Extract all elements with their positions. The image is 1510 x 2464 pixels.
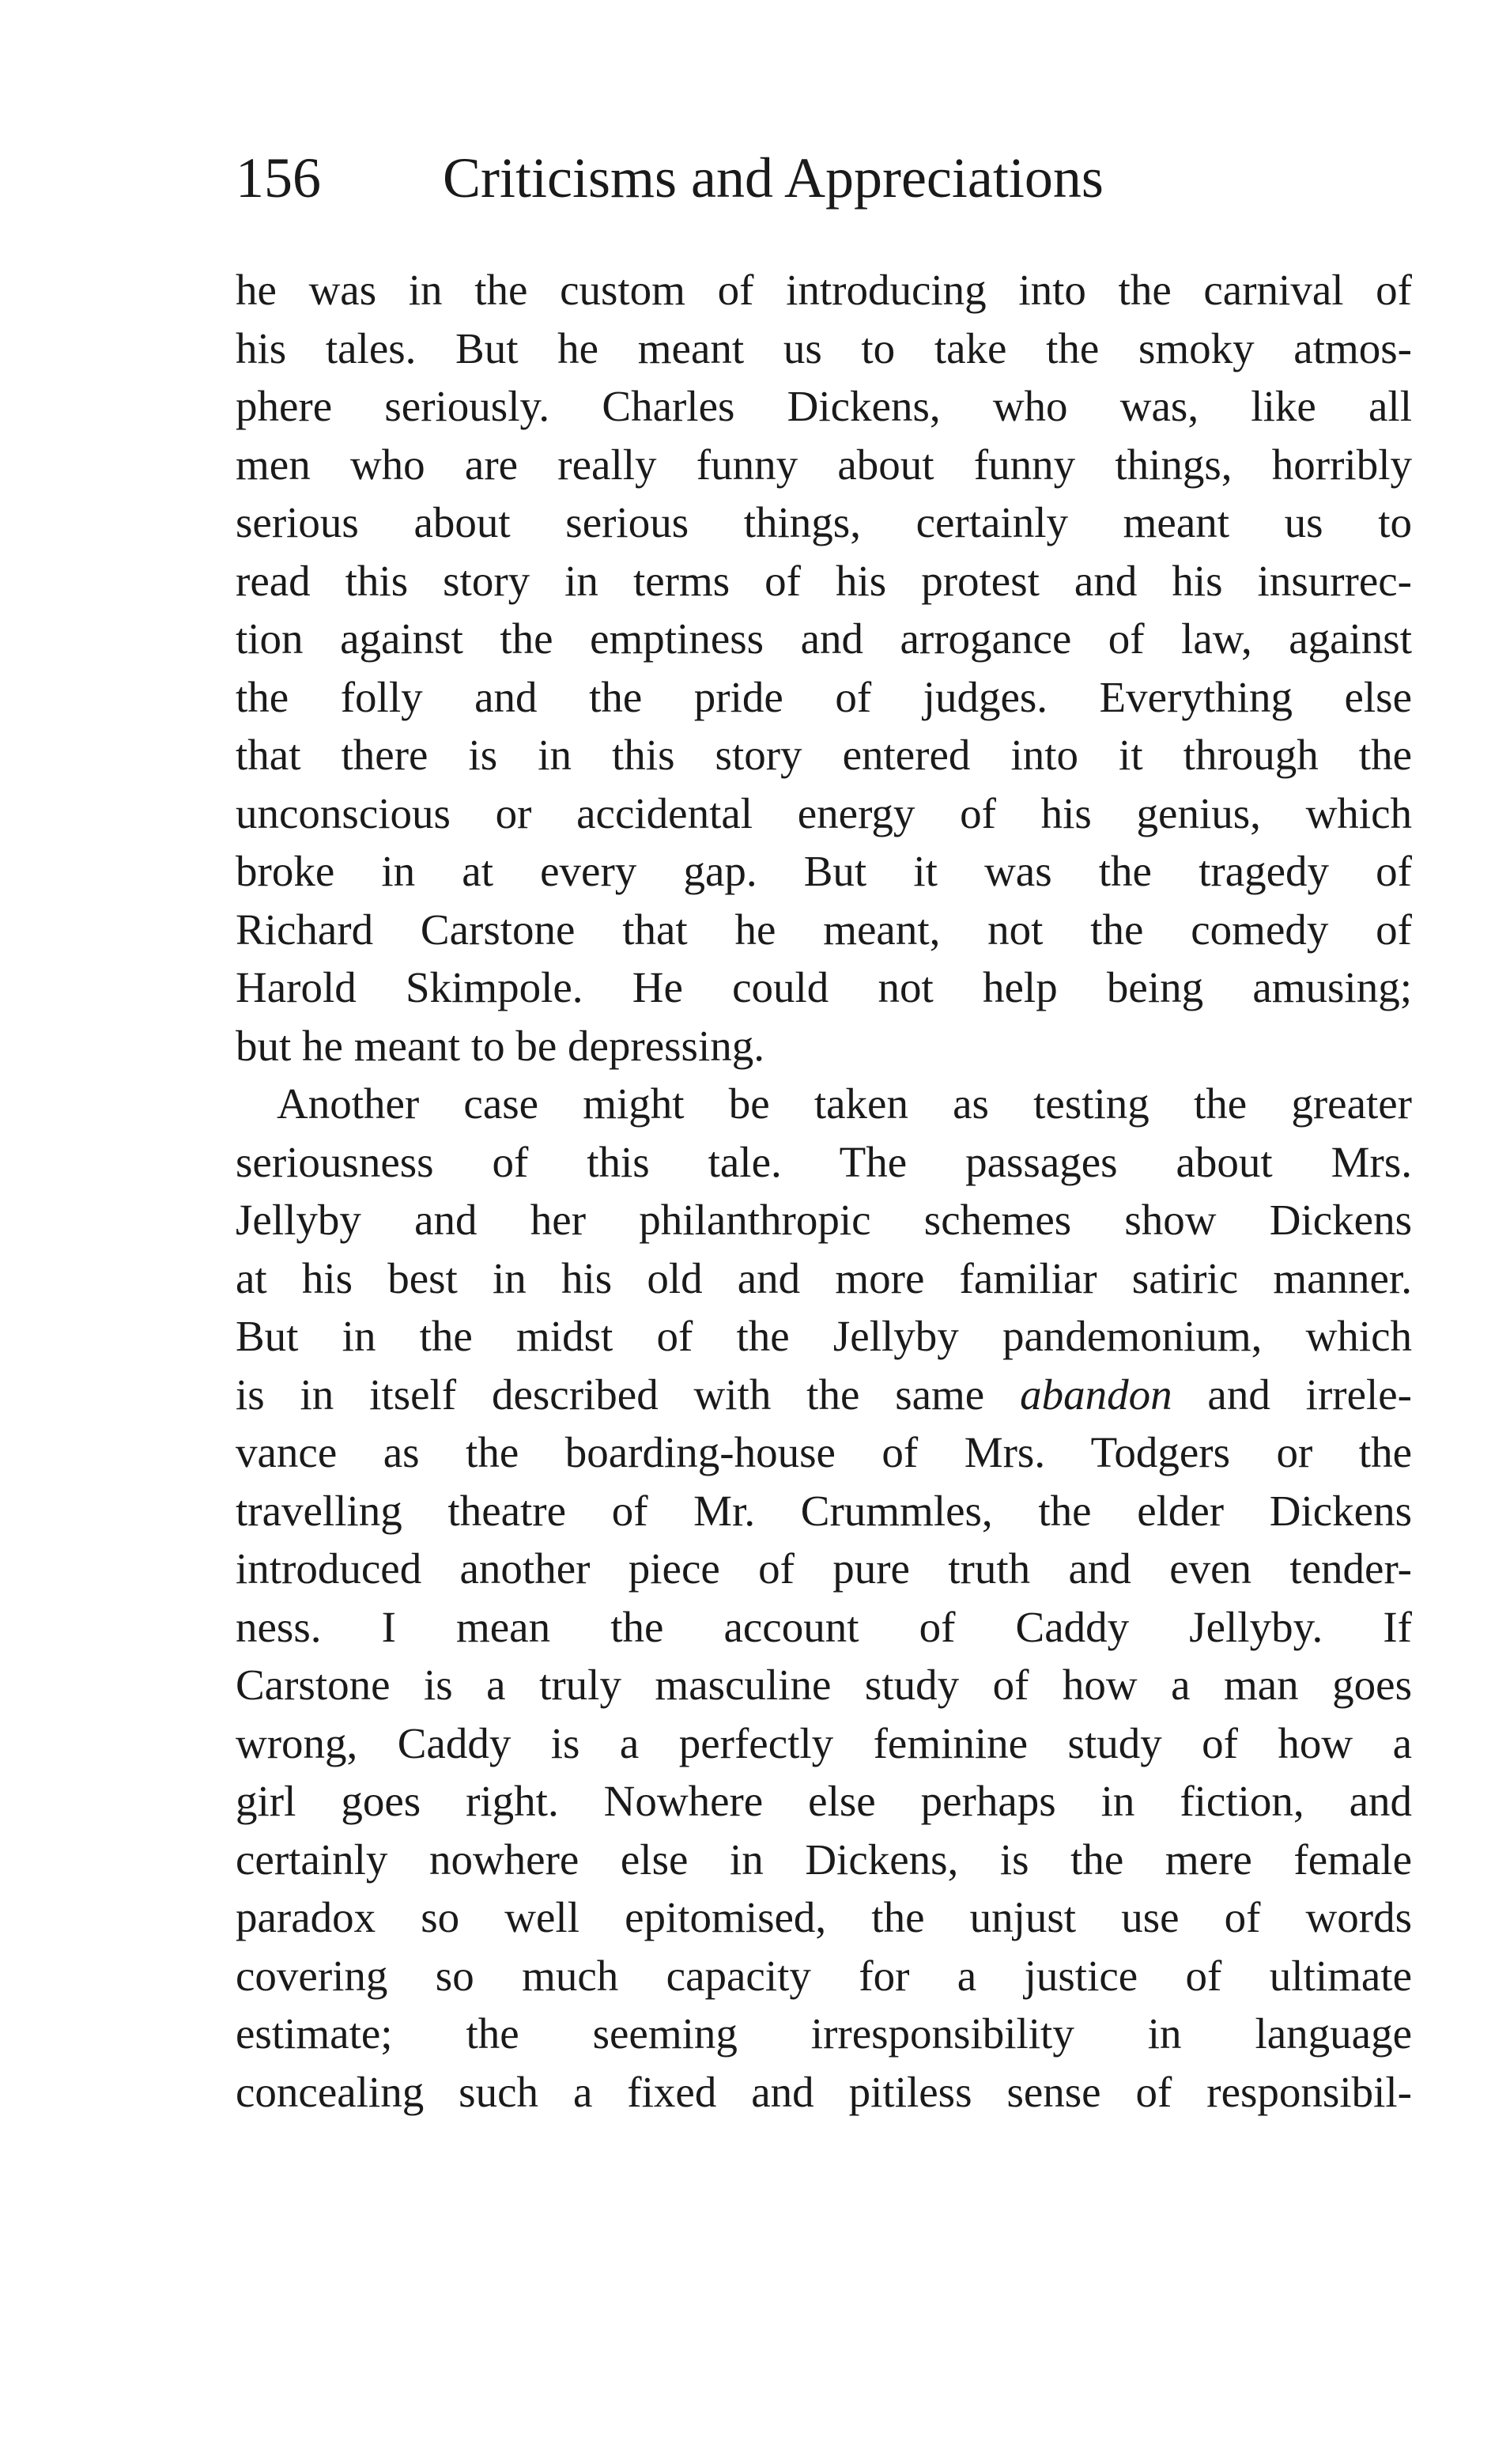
text-line: serious about serious things, certainly meant us to [236, 498, 1412, 546]
text-line: phere seriously. Charles Dickens, who was, like all [236, 382, 1412, 430]
text-line: But in the midst of the Jellyby pandemonium, which [236, 1312, 1412, 1360]
text-line: ness. I mean the account of Caddy Jellyby. If [236, 1602, 1412, 1651]
text-line-with-italic [236, 1366, 1412, 1424]
text-line: he was in the custom of introducing into the carnival of [236, 266, 1412, 314]
text-line: that there is in this story entered into it through the [236, 731, 1412, 779]
page-number: 156 [236, 146, 321, 210]
text-line: wrong, Caddy is a perfectly feminine study of how a [236, 1718, 1412, 1767]
text-line: men who are really funny about funny things, horribly [236, 440, 1412, 489]
text-line: Another case might be taken as testing the greater [277, 1079, 1412, 1128]
text-line: paradox so well epitomised, the unjust use of words [236, 1893, 1412, 1941]
text-line: the folly and the pride of judges. Everything else [236, 672, 1412, 721]
text-segment: and irrele- [1172, 1370, 1412, 1419]
text-line: concealing such a fixed and pitiless sense of responsibil- [236, 2067, 1412, 2116]
body-text [236, 261, 1412, 2121]
text-line: introduced another piece of pure truth and even tender- [236, 1544, 1412, 1593]
running-head [236, 142, 1342, 214]
text-line: tion against the emptiness and arrogance of law, against [236, 614, 1412, 663]
text-line: travelling theatre of Mr. Crummles, the elder Dickens [236, 1486, 1412, 1535]
text-line: vance as the boarding-house of Mrs. Todgers or the [236, 1428, 1412, 1476]
text-line: Richard Carstone that he meant, not the comedy of [236, 905, 1412, 954]
text-line: certainly nowhere else in Dickens, is the mere female [236, 1835, 1412, 1884]
running-title: Criticisms and Appreciations [443, 146, 1104, 210]
text-line: covering so much capacity for a justice of ultimate [236, 1951, 1412, 2000]
text-line: read this story in terms of his protest and his insurrec- [236, 556, 1412, 605]
text-line: girl goes right. Nowhere else perhaps in fiction, and [236, 1777, 1412, 1825]
text-line: Jellyby and her philanthropic schemes show Dickens [236, 1196, 1412, 1244]
text-line: but he meant to be depressing. [236, 1021, 764, 1070]
text-line: Harold Skimpole. He could not help being amusing; [236, 963, 1412, 1011]
text-line: broke in at every gap. But it was the tragedy of [236, 847, 1412, 895]
italic-word: abandon [1020, 1370, 1172, 1419]
text-line: unconscious or accidental energy of his genius, which [236, 788, 1412, 837]
text-line: estimate; the seeming irresponsibility in language [236, 2009, 1412, 2058]
text-line: at his best in his old and more familiar satiric manner. [236, 1253, 1412, 1302]
text-line: his tales. But he meant us to take the smoky atmos- [236, 323, 1412, 372]
text-segment: is in itself described with the same [236, 1370, 1021, 1419]
text-line: Carstone is a truly masculine study of how a man goes [236, 1661, 1412, 1709]
text-line: seriousness of this tale. The passages about Mrs. [236, 1137, 1412, 1186]
